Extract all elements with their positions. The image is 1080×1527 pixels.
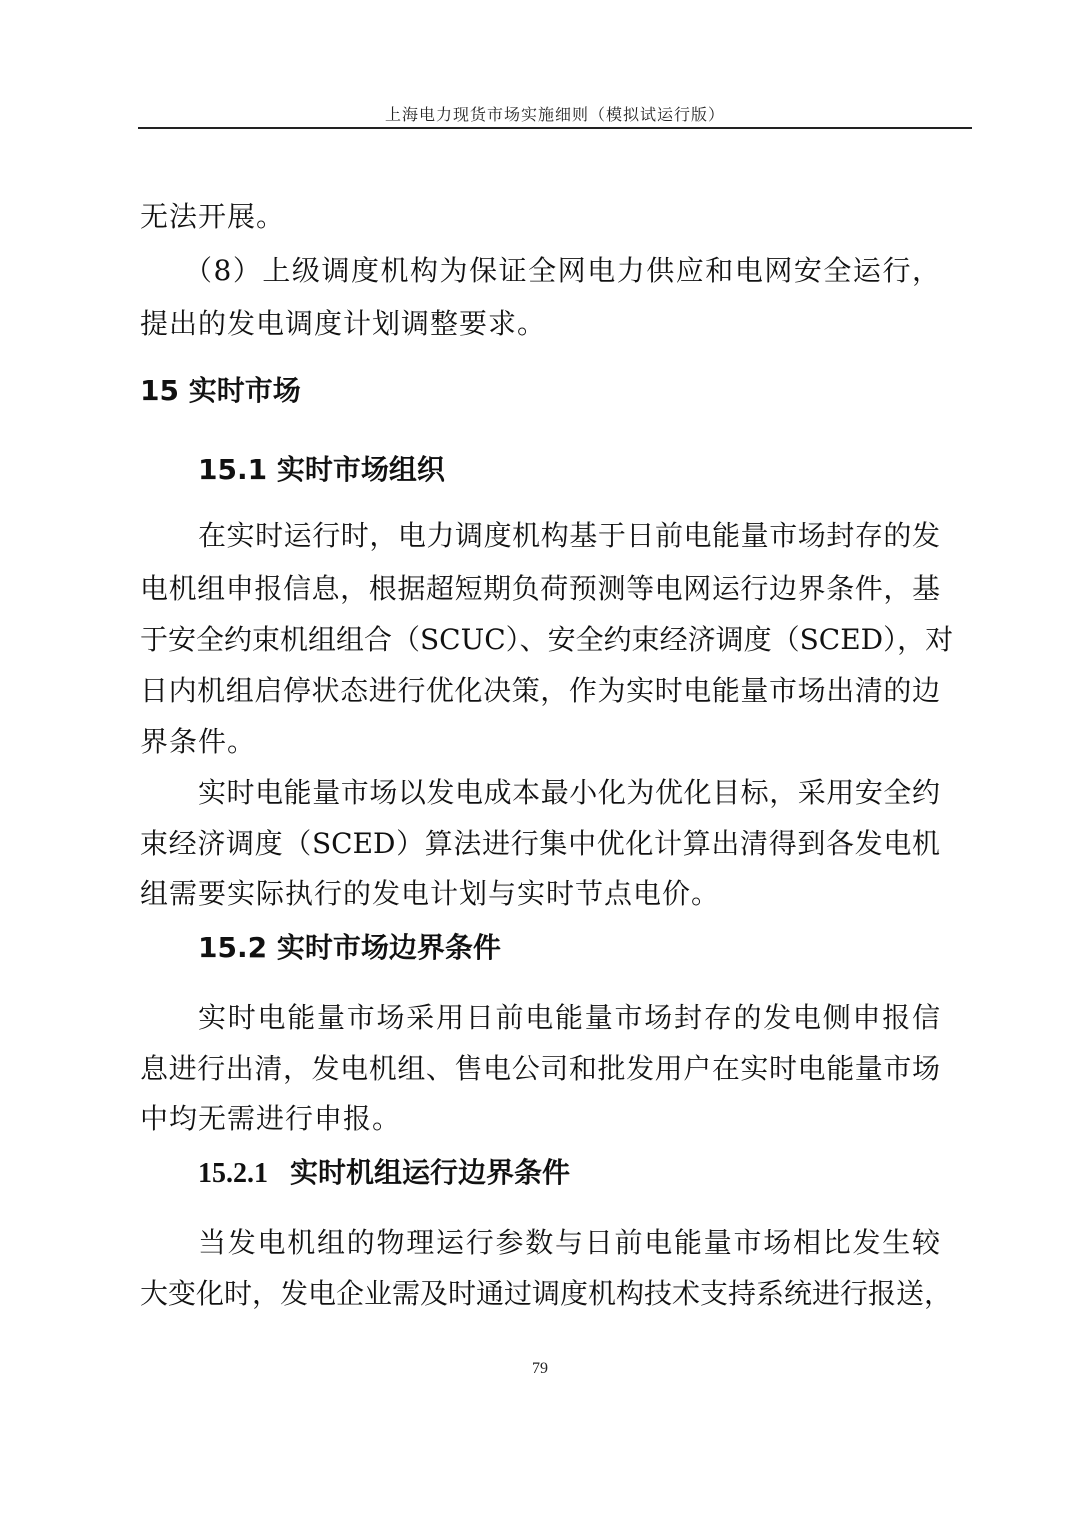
paragraph-line: （8）上级调度机构为保证全网电力供应和电网安全运行， [184, 254, 940, 287]
header-divider [138, 127, 972, 129]
paragraph-line: 日内机组启停状态进行优化决策，作为实时电能量市场出清的边 [140, 674, 940, 707]
paragraph-line: 当发电机组的物理运行参数与日前电能量市场相比发生较 [198, 1226, 940, 1259]
paragraph-line: 组需要实际执行的发电计划与实时节点电价。 [140, 877, 721, 910]
section-title: 实时机组运行边界条件 [290, 1156, 571, 1189]
section-number: 15.2.1 [198, 1158, 268, 1189]
paragraph-line: 实时电能量市场以发电成本最小化为优化目标，采用安全约 [198, 776, 940, 809]
page-number: 79 [532, 1360, 548, 1377]
section-heading-15-2-1 [198, 1155, 570, 1192]
paragraph-line: 于安全约束机组组合（SCUC）、安全约束经济调度（SCED），对 [140, 623, 954, 656]
paragraph-line: 提出的发电调度计划调整要求。 [140, 307, 547, 340]
paragraph-line: 在实时运行时，电力调度机构基于日前电能量市场封存的发 [198, 519, 940, 552]
paragraph-line: 界条件。 [140, 725, 257, 758]
paragraph-line: 实时电能量市场采用日前电能量市场封存的发电侧申报信 [198, 1001, 940, 1034]
section-heading-15-2: 15.2 实时市场边界条件 [198, 931, 501, 964]
paragraph-line: 息进行出清，发电机组、售电公司和批发用户在实时电能量市场 [140, 1052, 940, 1085]
running-header: 上海电力现货市场实施细则（模拟试运行版） [384, 105, 725, 124]
section-heading-15: 15 实时市场 [140, 374, 301, 407]
section-heading-15-1: 15.1 实时市场组织 [198, 453, 445, 486]
paragraph-line: 大变化时，发电企业需及时通过调度机构技术支持系统进行报送， [140, 1277, 953, 1310]
paragraph-line: 中均无需进行申报。 [140, 1102, 402, 1135]
paragraph-line: 无法开展。 [140, 200, 286, 233]
paragraph-line: 电机组申报信息，根据超短期负荷预测等电网运行边界条件，基 [140, 572, 940, 605]
paragraph-line: 束经济调度（SCED）算法进行集中优化计算出清得到各发电机 [140, 827, 940, 860]
